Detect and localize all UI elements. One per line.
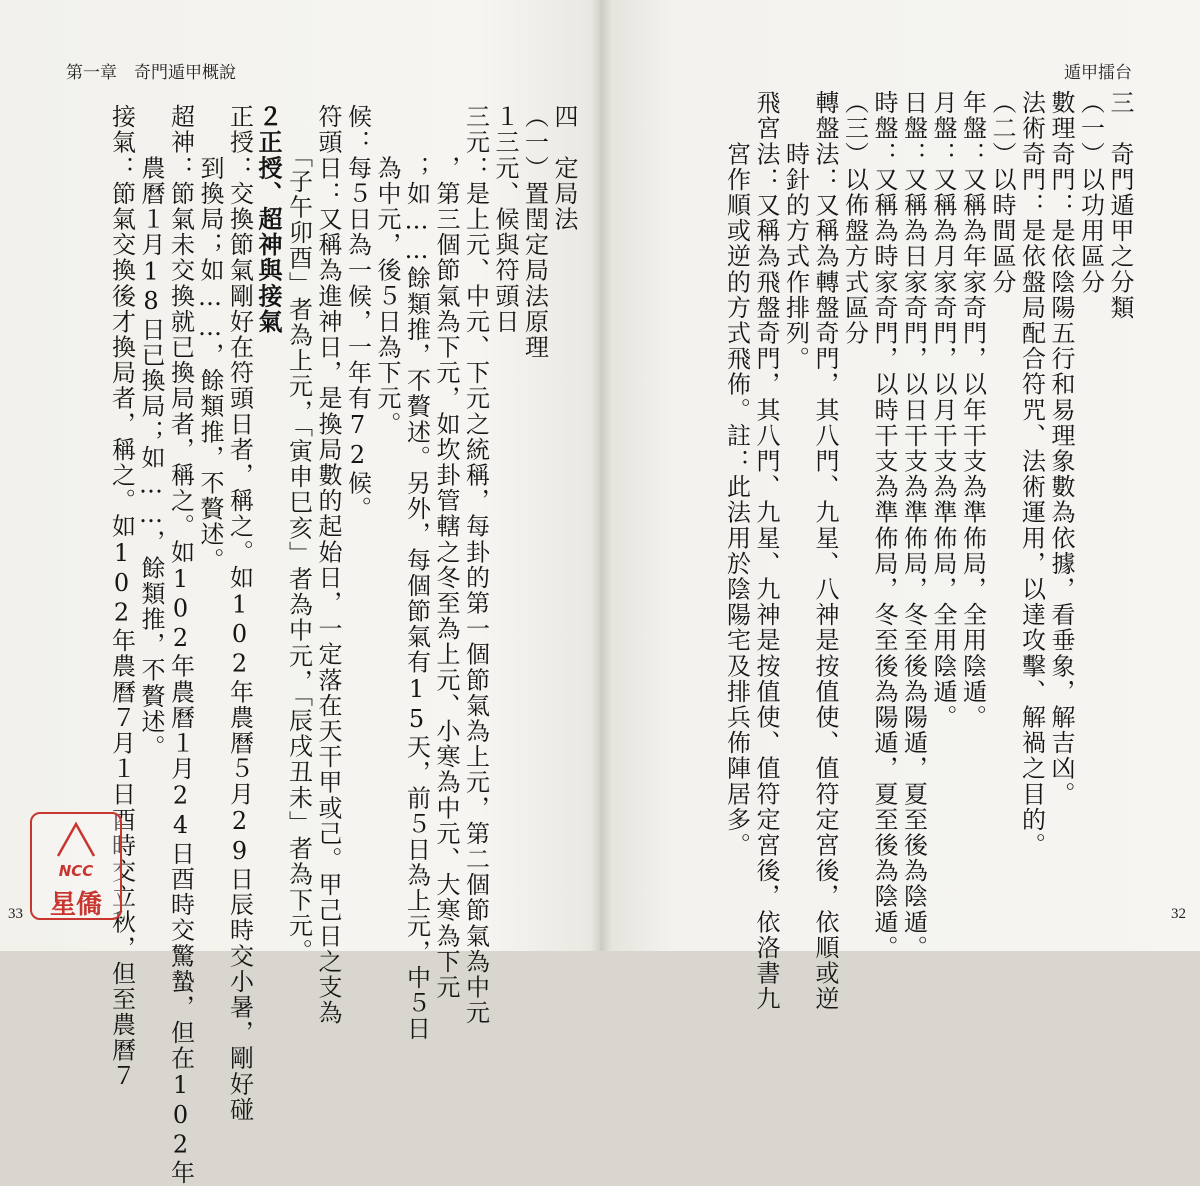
left-running-head: 第一章 奇門遁甲概說 [66,63,236,83]
text-column: 日盤：又稱為日家奇門，以日干支為準佈局，冬至後為陽遁，夏至後為陰遁。 [899,90,928,961]
text-column: ，第三個節氣為下元，如坎卦管轄之冬至為上元、小寒為中元、大寒為下元 [432,104,460,1000]
right-text-block [721,90,1134,1012]
text-column: 符頭日：又稱為進神日，是換局數的起始日，一定落在天干甲或己。甲己日之支為 [314,104,342,1026]
text-column: 超神：節氣未交換就已換局者，稱之。如102年農曆１月24日酉時交驚蟄，但在102年 [166,104,195,1186]
subsection-heading: （一）以功用區分 [1076,90,1105,295]
text-column: 時盤：又稱為時家奇門，以時干支為準佈局，冬至後為陽遁，夏至後為陰遁。 [870,90,898,961]
left-page-number: 33 [8,906,23,922]
text-column: 為中元，後５日為下元。 [373,104,401,437]
subsection-heading: （一）置閏定局法原理 [520,104,549,360]
text-column: 正授：交換節氣剛好在符頭日者，稱之。如102年農曆５月29日辰時交小暑，剛好碰 [225,104,254,1123]
text-column: 到換局；如……，餘類推，不贅述。 [196,104,224,573]
text-column: 轉盤法：又稱為轉盤奇門，其八門、九星、八神是按值使、值符定宮後，依順或逆 [811,90,839,1012]
text-column: 「子午卯酉」者為上元，「寅申巳亥」者為中元，「辰戌丑未」者為下元。 [284,104,313,964]
text-column: 三元：是上元、中元、下元之統稱，每卦的第一個節氣為上元，第二個節氣為中元 [461,104,490,1026]
subsection-heading: （二）以時間區分 [988,90,1016,295]
item-heading: １三元、候與符頭日 [491,104,519,335]
ncc-stamp-logo [30,812,122,920]
text-column: 宮作順或逆的方式飛佈。註：此法用於陰陽宅及排兵佈陣居多。 [722,90,751,858]
section-heading: 四 定局法 [550,104,578,232]
book-gutter-shadow [590,0,612,951]
text-column: 農曆１月18日已換局；如……，餘類推，不贅述。 [137,104,165,760]
right-page [600,0,1200,1012]
section-heading: 三 奇門遁甲之分類 [1106,90,1134,321]
text-column: 月盤：又稱為月家奇門，以月干支為準佈局，全用陰遁。 [929,90,957,730]
text-column: 飛宮法：又稱為飛盤奇門，其八門、九星、九神是按值使、值符定宮後，依洛書九 [752,90,780,1012]
text-column: ；如……餘類推，不贅述。另外，每個節氣有15天，前５日為上元，中５日 [402,104,431,1042]
subsection-heading: （三）以佈盤方式區分 [840,90,869,346]
left-text-block [106,104,578,1186]
text-column: 法術奇門：是依盤局配合符咒、法術運用，以達攻擊、解禍之目的。 [1017,90,1046,858]
stamp-ncc-text: NCC [58,862,94,880]
stamp-name-text: 星僑 [49,890,102,920]
text-column: 候：每５日為一候，一年有72候。 [343,104,372,522]
text-column: 接氣：節氣交換後才換局者，稱之。如102年農曆７月１日酉時交立秋，但至農曆７ [107,104,136,1089]
item-heading: ２正授、超神與接氣 [254,104,283,335]
text-column: 數理奇門：是依陰陽五行和易理象數為依據，看垂象，解吉凶。 [1047,90,1075,807]
triangle-icon [54,820,98,860]
right-page-number: 32 [1171,906,1186,922]
text-column: 時針的方式作排列。 [781,90,810,372]
text-column: 年盤：又稱為年家奇門，以年干支為準佈局，全用陰遁。 [958,90,987,730]
right-running-head: 遁甲擂台 [1064,63,1132,83]
